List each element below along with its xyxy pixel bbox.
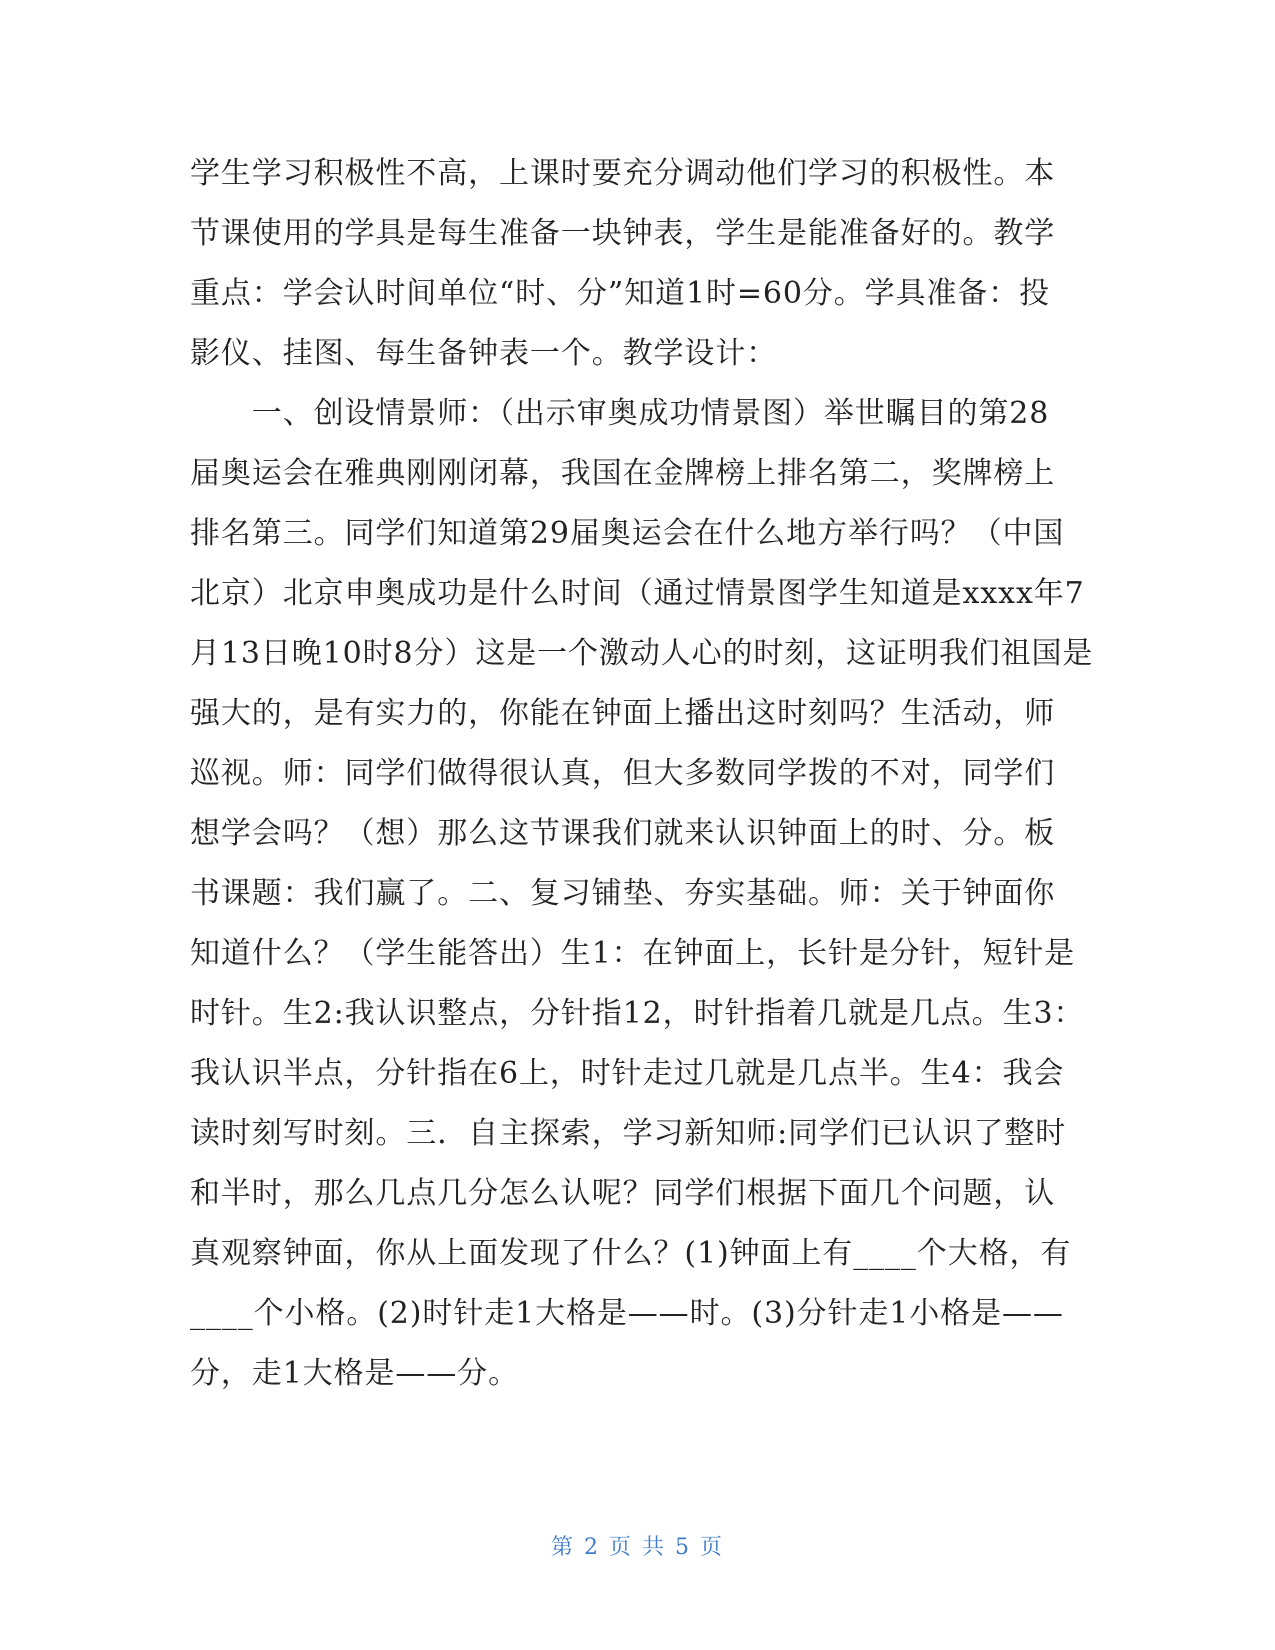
text-line: 真观察钟面，你从上面发现了什么？(1)钟面上有____个大格，有 — [190, 1236, 1072, 1271]
text-line: 书课题：我们赢了。二、复习铺垫、夯实基础。师：关于钟面你 — [190, 876, 1056, 911]
page-indicator: 第 2 页 共 5 页 — [551, 1535, 724, 1560]
text-line: 分，走1大格是——分。 — [190, 1356, 519, 1391]
text-line: 月13日晚10时8分）这是一个激动人心的时刻，这证明我们祖国是 — [190, 636, 1094, 671]
text-line: 一、创设情景师：（出示审奥成功情景图）举世瞩目的第28 — [190, 396, 1050, 431]
text-line: 北京）北京申奥成功是什么时间（通过情景图学生知道是xxxx年7 — [190, 576, 1085, 611]
text-line: 届奥运会在雅典刚刚闭幕，我国在金牌榜上排名第二，奖牌榜上 — [190, 456, 1056, 491]
text-line: 排名第三。同学们知道第29届奥运会在什么地方举行吗？（中国 — [190, 516, 1065, 551]
text-line: 影仪、挂图、每生备钟表一个。教学设计： — [190, 336, 778, 371]
text-line: 和半时，那么几点几分怎么认呢？同学们根据下面几个问题，认 — [190, 1176, 1056, 1211]
text-line: 知道什么？（学生能答出）生1：在钟面上，长针是分针，短针是 — [190, 936, 1076, 971]
document-body — [190, 144, 1094, 1404]
text-line: 巡视。师：同学们做得很认真，但大多数同学拨的不对，同学们 — [190, 756, 1056, 791]
text-line: 读时刻写时刻。三．自主探索，学习新知师:同学们已认识了整时 — [190, 1116, 1067, 1151]
text-line: 学生学习积极性不高，上课时要充分调动他们学习的积极性。本 — [190, 156, 1056, 191]
text-line: 时针。生2:我认识整点，分针指12，时针指着几就是几点。生3： — [190, 996, 1085, 1031]
text-line: 想学会吗？（想）那么这节课我们就来认识钟面上的时、分。板 — [190, 816, 1056, 851]
text-line: 节课使用的学具是每生准备一块钟表，学生是能准备好的。教学 — [190, 216, 1056, 251]
text-line: 强大的，是有实力的，你能在钟面上播出这时刻吗？生活动，师 — [190, 696, 1056, 731]
text-line: 重点：学会认时间单位“时、分”知道1时=60分。学具准备：投 — [190, 276, 1051, 311]
text-line: ____个小格。(2)时针走1大格是——时。(3)分针走1小格是—— — [190, 1296, 1064, 1331]
text-line: 我认识半点，分针指在6上，时针走过几就是几点半。生4：我会 — [190, 1056, 1065, 1091]
